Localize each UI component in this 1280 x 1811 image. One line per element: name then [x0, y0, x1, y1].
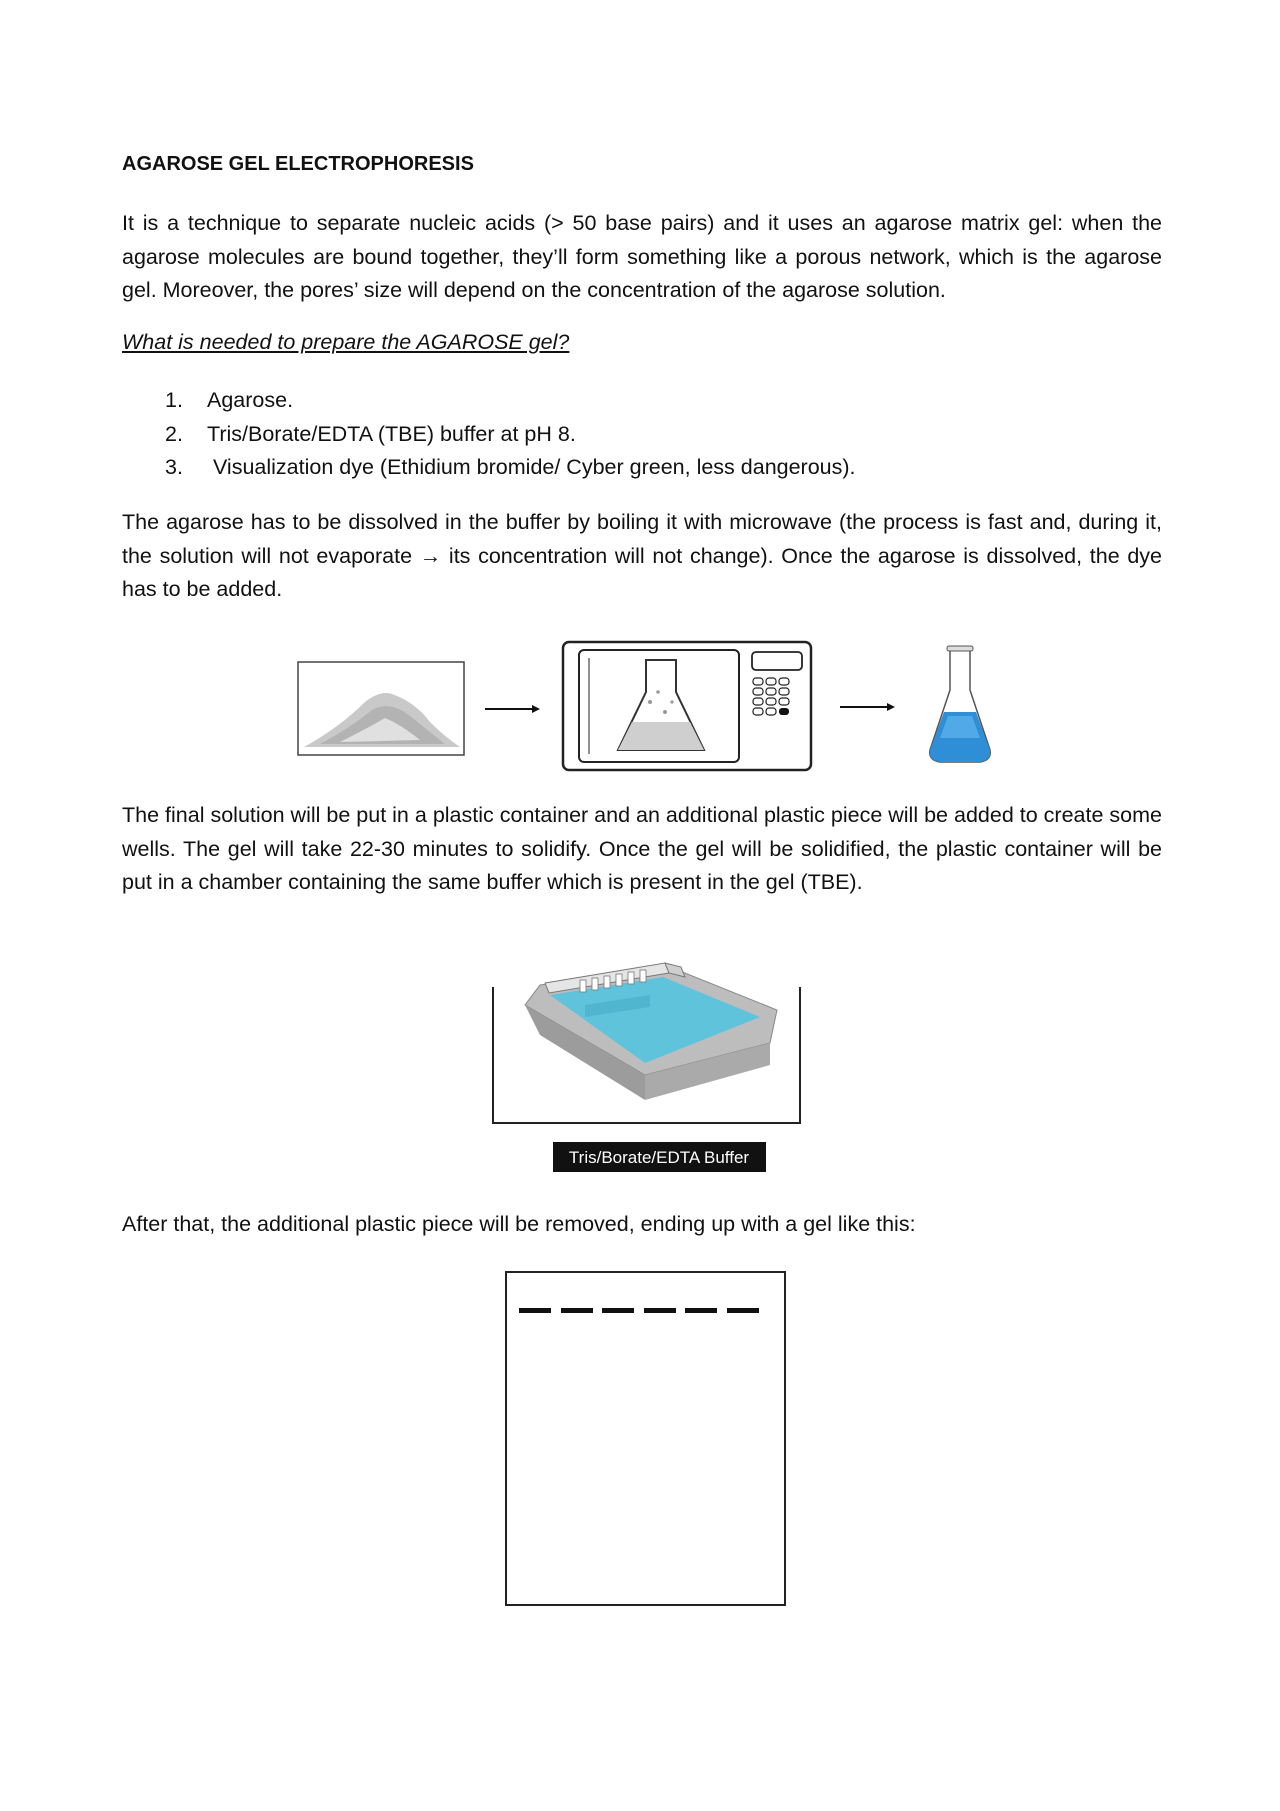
materials-list: [165, 384, 856, 485]
gel-figure: [504, 1270, 789, 1610]
microwave-image: [563, 642, 811, 770]
buffer-label: Tris/Borate/EDTA Buffer: [568, 1148, 750, 1167]
agarose-powder-image: [298, 662, 464, 755]
list-item: 1. Agarose.: [165, 388, 294, 412]
list-item: 2. Tris/Borate/EDTA (TBE) buffer at pH 8.: [165, 421, 576, 446]
final-paragraph: After that, the additional plastic piece will be removed, ending up with a gel like this:: [122, 1212, 916, 1236]
gel-container-paragraph: The final solution will be put in a plastic container and an additional plastic piece will be added to create some wells. The gel will take 22-30 minutes to solidify. Once the gel will be solidified, the plastic container will be put in a chamber containing the same buffer which is present in the gel (TBE).: [122, 803, 1162, 894]
document-title: AGAROSE GEL ELECTROPHORESIS: [122, 153, 474, 175]
gel-tray-image: [525, 963, 777, 1100]
dissolve-paragraph: The agarose has to be dissolved in the buffer by boiling it with microwave (the process is fast and, during it, the solution will not evaporate → its concentration will not change). Once the agarose is dissolved, the dye has to be added.: [122, 510, 1162, 601]
preparation-figure: [280, 632, 1005, 774]
arrow-icon: [485, 705, 540, 713]
list-item: 3. Visualization dye (Ethidium bromide/ Cyber green, less dangerous).: [165, 455, 856, 479]
question-heading: What is needed to prepare the AGAROSE gel?: [122, 330, 570, 354]
flask-icon: [930, 646, 991, 762]
electrophoresis-chamber-figure: [485, 925, 820, 1185]
arrow-icon: [840, 703, 895, 711]
intro-paragraph: It is a technique to separate nucleic acids (> 50 base pairs) and it uses an agarose matrix gel: when the agarose molecules are bound together, they’ll form something like a porous network, which is the agarose gel. Moreover, the pores’ size will depend on the concentration of the agarose solution.: [122, 211, 1162, 302]
